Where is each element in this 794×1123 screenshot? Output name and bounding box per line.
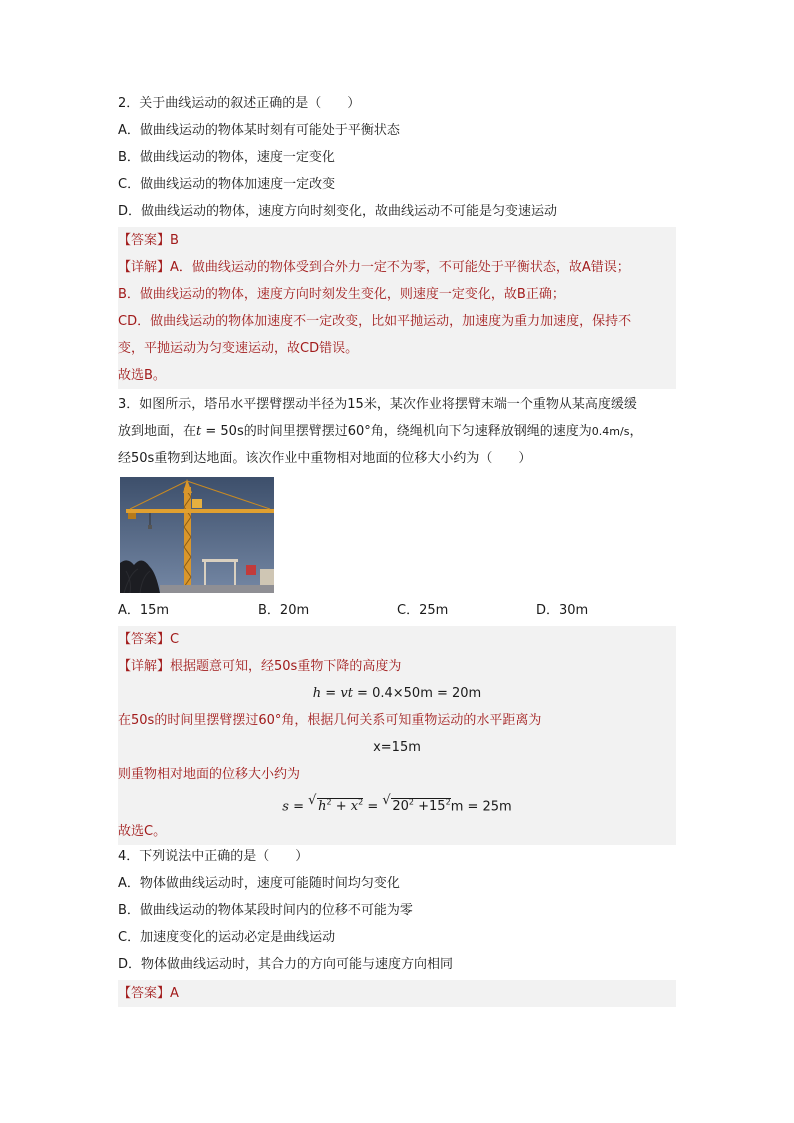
q4-option-c: C．加速度变化的运动必定是曲线运动: [118, 930, 336, 945]
q2-stem: 2．关于曲线运动的叙述正确的是（ ）: [118, 96, 361, 111]
q3-detail-2: 在50s的时间里摆臂摆过60°角，根据几何关系可知重物运动的水平距离为: [118, 707, 676, 734]
eq3-20: 20: [392, 799, 409, 815]
q3-equation-2: x=15m: [118, 734, 676, 761]
eq3-equals-2: =: [363, 799, 383, 815]
eq3-plus: +: [331, 799, 351, 815]
q3-detail-1: [118, 653, 676, 680]
eq3-sq-2: 2: [358, 798, 364, 807]
q3-option-b: B．20m: [258, 603, 310, 618]
q3-stem-2c: ，: [629, 424, 643, 439]
eq3-sq-1: 2: [326, 798, 332, 807]
q4-option-b: B．做曲线运动的物体某段时间内的位移不可能为零: [118, 903, 413, 918]
eq1-v: v: [340, 686, 348, 701]
q2-answer-value: B: [170, 233, 179, 248]
q3-options: [118, 597, 676, 624]
q3-stem-1: 3．如图所示，塔吊水平摆臂摆动半径为15米，某次作业将摆臂末端一个重物从某高度缓缓: [118, 397, 637, 412]
q3-option-a: A．15m: [118, 603, 170, 618]
q3-var-t: t: [196, 424, 202, 439]
q3-speed: 0.4m/s: [591, 425, 630, 438]
q2-detail-3: CD．做曲线运动的物体加速度不一定改变，比如平抛运动，加速度为重力加速度，保持不: [118, 308, 676, 335]
q3-stem-2b: 的时间里摆臂摆过60°角，绕绳机向下匀速释放钢绳的速度为: [243, 424, 592, 439]
eq1-equals: =: [321, 686, 341, 701]
q2-detail-2: B．做曲线运动的物体，速度方向时刻发生变化，则速度一定变化，故B正确；: [118, 281, 676, 308]
q3-detail-text-1: 根据题意可知，经50s重物下降的高度为: [170, 659, 402, 674]
eq3-s: s: [282, 799, 289, 815]
q4-option-a: A．物体做曲线运动时，速度可能随时间均匀变化: [118, 876, 400, 891]
q2-detail-1: [118, 254, 676, 281]
q3-conclusion: 故选C。: [118, 818, 676, 845]
q3-option-d: D．30m: [536, 603, 589, 618]
q3-answer-value: C: [170, 632, 180, 647]
q2-detail-4: 变，平抛运动为匀变速运动，故CD错误。: [118, 335, 676, 362]
eq3-x: x: [350, 799, 359, 815]
q3-equation-3: [118, 788, 676, 818]
q4-option-d: D．物体做曲线运动时，其合力的方向可能与速度方向相同: [118, 957, 454, 972]
q3-stem-2a: 放到地面，在: [118, 424, 197, 439]
eq3-sqrt-2: √ $20^2 +15^2$: [382, 793, 451, 815]
q3-answer-tag: 【答案】: [118, 632, 171, 647]
eq3-sqrt-1: √ $h^2 + x^2$: [308, 793, 364, 815]
q3-stem-2: [118, 418, 676, 445]
q3-stem-3: 经50s重物到达地面。该次作业中重物相对地面的位移大小约为（ ）: [118, 451, 532, 466]
eq3-unit: m = 25m: [450, 799, 512, 815]
q2-option-a: A．做曲线运动的物体某时刻有可能处于平衡状态: [118, 123, 400, 138]
q3-detail-3: 则重物相对地面的位移大小约为: [118, 761, 676, 788]
q4-stem: 4．下列说法中正确的是（ ）: [118, 849, 309, 864]
eq1-rest: = 0.4×50m = 20m: [352, 686, 482, 701]
eq3-sq-3: 2: [408, 798, 415, 807]
q3-option-c: C．25m: [397, 603, 449, 618]
eq3-sq-4: 2: [445, 798, 451, 807]
eq1-t: t: [347, 686, 353, 701]
eq3-plus-15: +15: [414, 799, 446, 815]
q2-detail-text-1: A．做曲线运动的物体受到合外力一定不为零，不可能处于平衡状态，故A错误；: [170, 260, 630, 275]
q2-option-b: B．做曲线运动的物体，速度一定变化: [118, 150, 335, 165]
q2-option-d: D．做曲线运动的物体，速度方向时刻变化，故曲线运动不可能是匀变速运动: [118, 204, 558, 219]
q3-answer: [118, 626, 676, 653]
eq3-equals: =: [288, 799, 309, 815]
q2-conclusion: 故选B。: [118, 362, 676, 389]
q2-answer-tag: 【答案】: [118, 233, 171, 248]
q2-answer: [118, 227, 676, 254]
tower-crane-photo: [120, 477, 274, 593]
q2-detail-tag: 【详解】: [118, 260, 171, 275]
q4-answer-value: A: [170, 986, 179, 1001]
q3-eq-t: = 50s: [201, 424, 244, 439]
q4-answer: [118, 980, 676, 1007]
q2-option-c: C．做曲线运动的物体加速度一定改变: [118, 177, 336, 192]
q4-answer-tag: 【答案】: [118, 986, 171, 1001]
eq1-h: h: [312, 686, 322, 701]
eq3-h: h: [318, 799, 327, 815]
q3-detail-tag: 【详解】: [118, 659, 171, 674]
q3-equation-1: [118, 680, 676, 707]
